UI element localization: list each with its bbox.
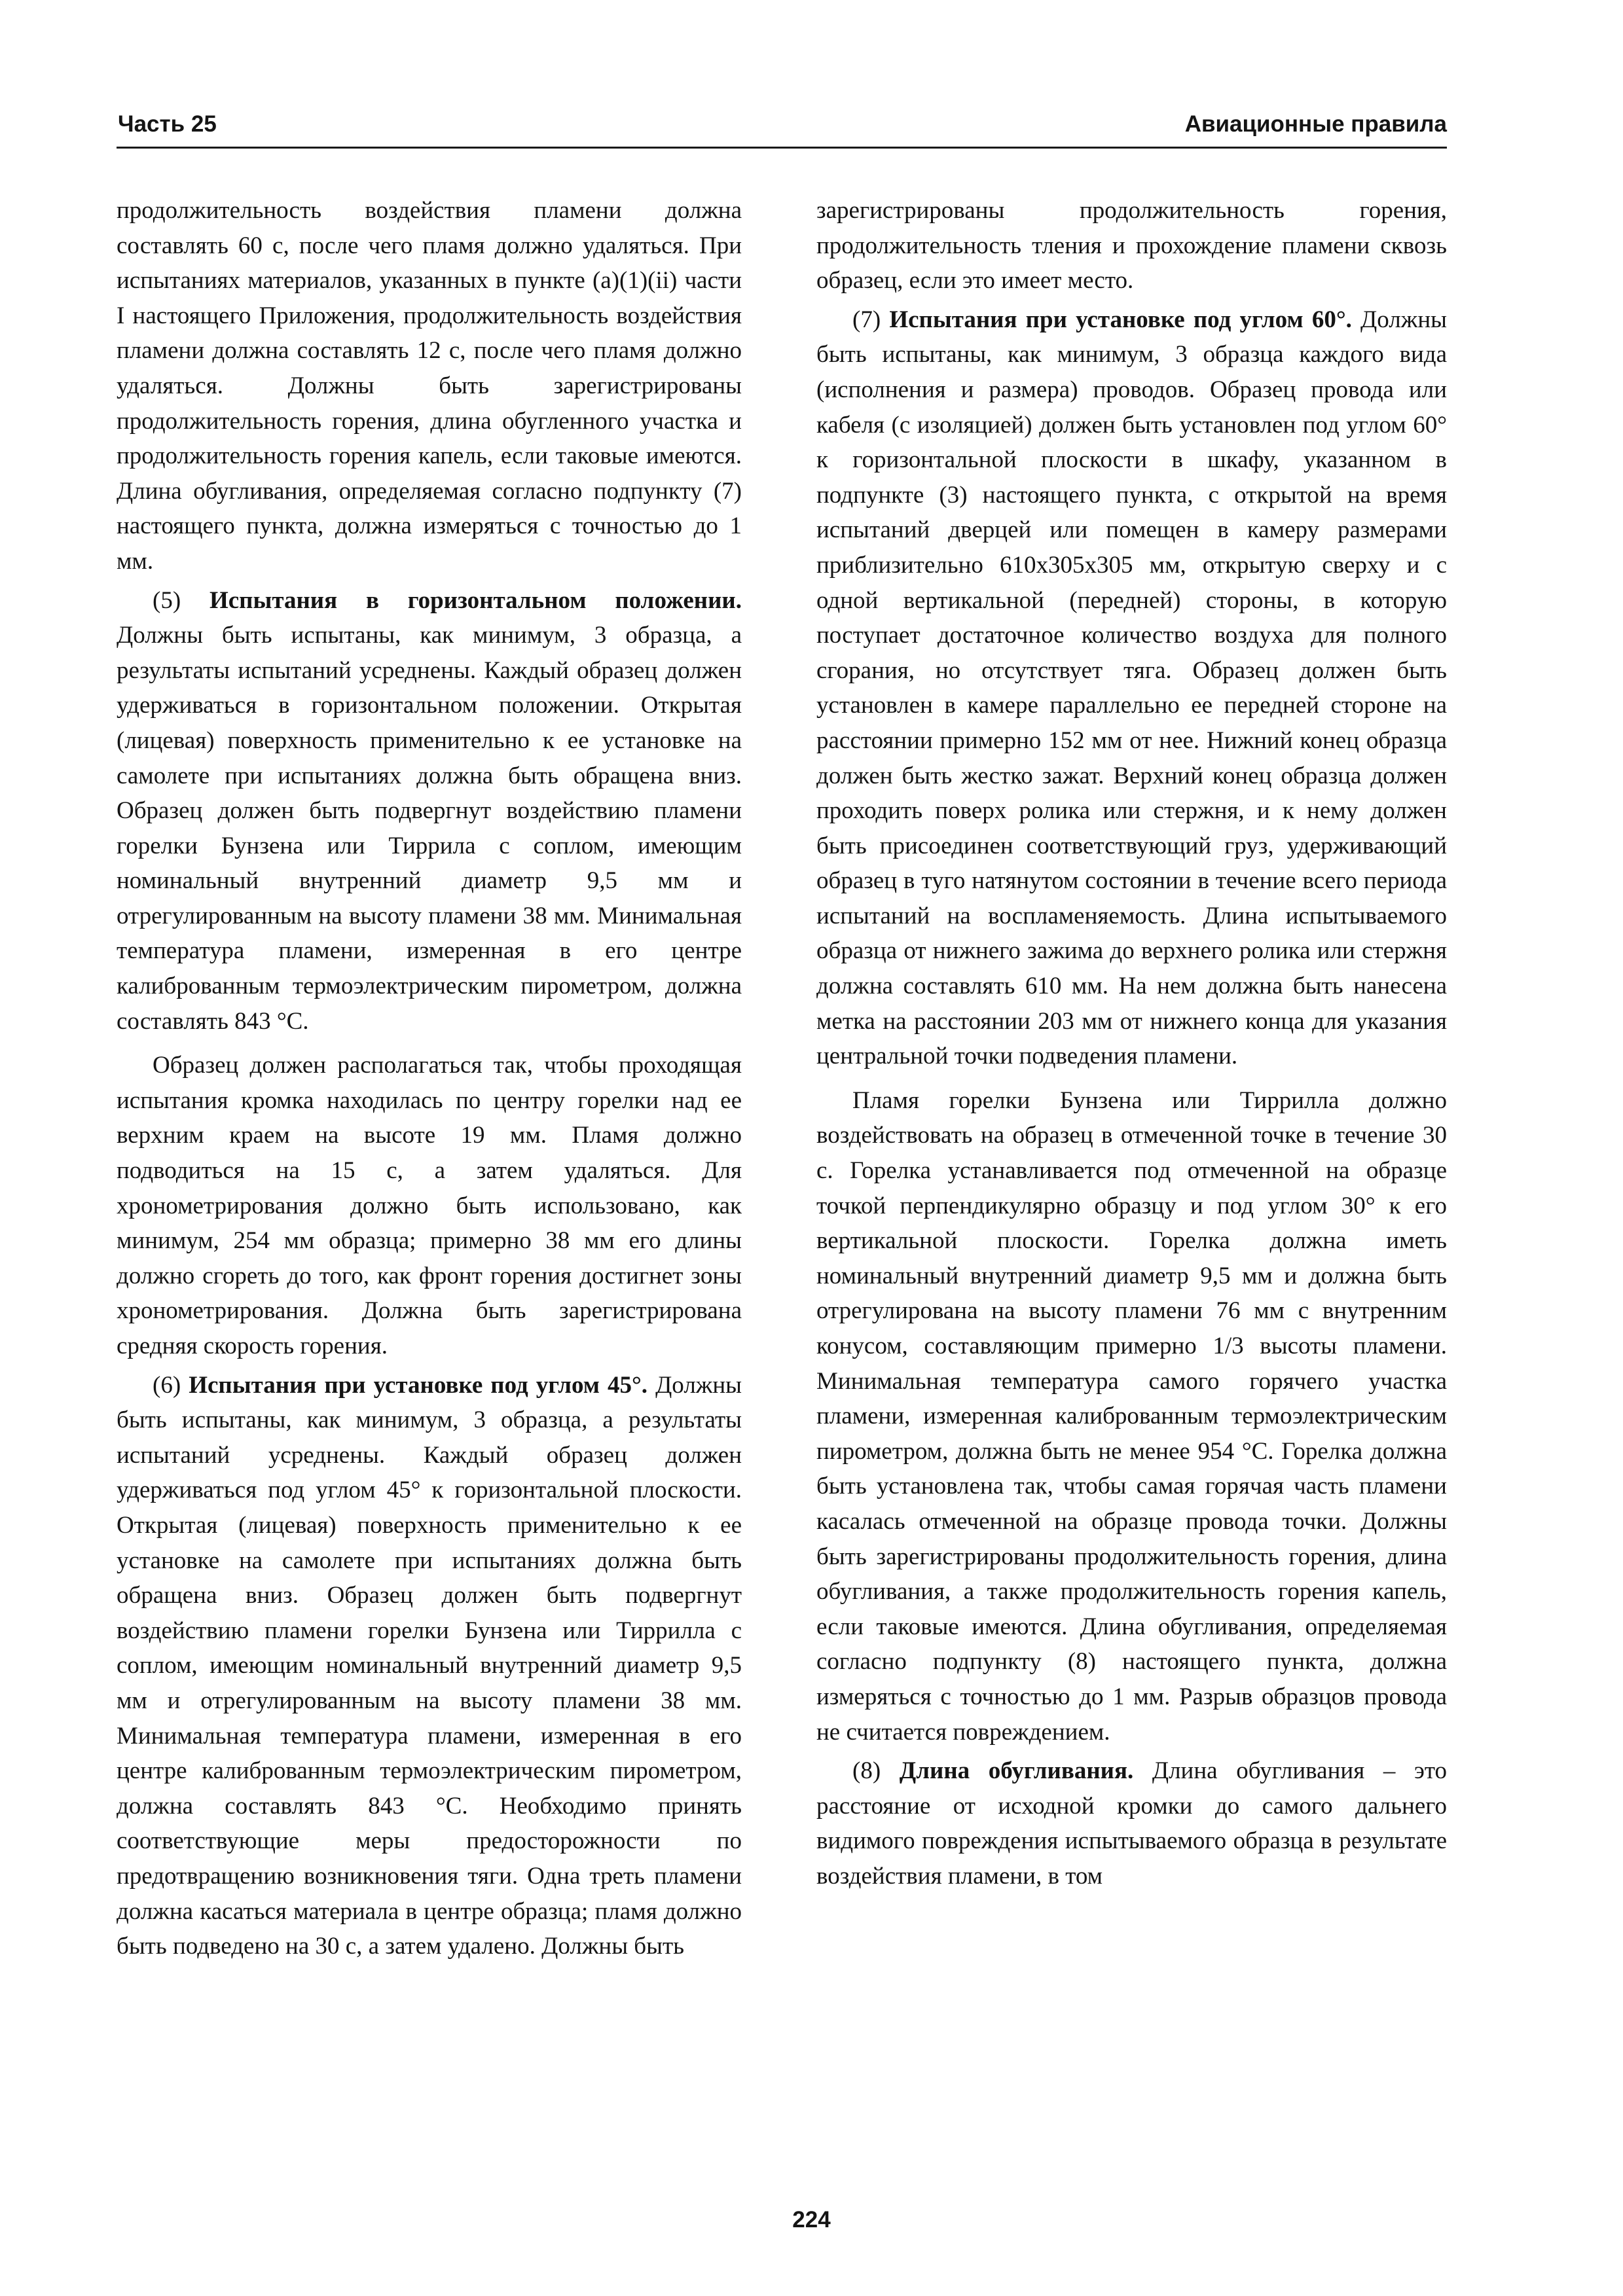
paragraph-specimen-position: Образец должен располагаться так, чтобы проходящая испытания кромка находилась по центру горелки над ее верхним краем на высоте 19 мм. Пламя должно подводиться на 15 с, а затем удаляться. Для хронометрирования должно быть использовано, как минимум, 254 мм образца; примерно 38 мм его длины должно сгореть до того, как фронт горения достигнет зоны хронометрирования. Должна быть зарегистрирована средняя скорость горения.: [117, 1052, 742, 1359]
item-number: (8): [852, 1757, 881, 1785]
left-column: [117, 193, 742, 1968]
section-heading: Испытания в горизонтальном положении.: [209, 586, 742, 614]
running-header: [117, 109, 1447, 149]
paragraph-horizontal-test: [117, 583, 742, 1039]
item-number: (5): [153, 586, 181, 614]
paragraph-continuation: продолжительность воздействия пламени должна составлять 60 с, после чего пламя должно удаляться. При испытаниях материалов, указанных в пункте (a)(1)(ii) части I настоящего Приложения, продолжительность воздействия пламени должна составлять 12 с, после чего пламя должно удаляться. Должны быть зарегистрированы продолжительность горения, длина обугленного участка и продолжительность горения капель, если таковые имеются. Длина обугливания, определяемая согласно подпункту (7) настоящего пункта, должна измеряться с точностью до 1 мм.: [117, 197, 742, 575]
paragraph-burner-flame: Пламя горелки Бунзена или Тиррилла должно воздействовать на образец в отмеченной точке в течение 30 с. Горелка устанавливается под отмеченной на образце точкой перпендикулярно образцу и под углом 30° к его вертикальной плоскости. Горелка должна иметь номинальный внутренний диаметр 9,5 мм и должна быть отрегулирована на высоту пламени 76 мм с внутренним конусом, составляющим примерно 1/3 высоты пламени. Минимальная температура самого горячего участка пламени, измеренная калиброванным термоэлектрическим пирометром, должна быть не менее 954 °С. Горелка должна быть установлена так, чтобы самая горячая часть пламени касалась отмеченной на образце провода точки. Должны быть зарегистрированы продолжительность горения, длина обугливания, а также продолжительность горения капель, если таковые имеются. Длина обугливания, определяемая согласно подпункту (8) настоящего пункта, должна измеряться с точностью до 1 мм. Разрыв образцов провода не считается повреждением.: [816, 1086, 1447, 1746]
item-number: (7): [852, 306, 881, 333]
header-document-title: Авиационные правила: [1184, 111, 1447, 137]
paragraph-burn-length: [816, 1753, 1447, 1893]
page-number: 224: [792, 2207, 831, 2233]
header-part-label: Часть 25: [118, 111, 217, 137]
paragraph-45-degree-test: [117, 1368, 742, 1964]
paragraph-continuation: зарегистрированы продолжительность горения, продолжительность тления и прохождение пламени сквозь образец, если это имеет место.: [816, 197, 1447, 295]
section-heading: Испытания при установке под углом 45°.: [189, 1371, 648, 1399]
item-number: (6): [153, 1371, 181, 1399]
paragraph-60-degree-test: [816, 302, 1447, 1074]
paragraph-text: Должны быть испытаны, как минимум, 3 образца, а результаты испытаний усреднены. Каждый образец должен удерживаться под углом 45° к горизонтальной плоскости. Открытая (лицевая) поверхность применительно к ее установке на самолете при испытаниях должна быть обращена вниз. Образец должен быть подвергнут воздействию пламени горелки Бунзена или Тиррилла с соплом, имеющим номинальный внутренний диаметр 9,5 мм и отрегулированным на высоту пламени 38 мм. Минимальная температура пламени, измеренная в его центре калиброванным термоэлектрическим пирометром, должна составлять 843 °С. Необходимо принять соответствующие меры предосторожности по предотвращению возникновения тяги. Одна треть пламени должна касаться материала в центре образца; пламя должно быть подведено на 30 с, а затем удалено. Должны быть: [117, 1371, 742, 1960]
paragraph-text: Должны быть испытаны, как минимум, 3 образца каждого вида (исполнения и размера) проводов. Образец провода или кабеля (с изоляцией) должен быть установлен под углом 60° к горизонтальной плоскости в шкафу, указанном в подпункте (3) настоящего пункта, с открытой на время испытаний дверцей или помещен в камеру размерами приблизительно 610x305x305 мм, открытую сверху и с одной вертикальной (передней) стороны, в которую поступает достаточное количество воздуха для полного сгорания, но отсутствует тяга. Образец должен быть установлен в камере параллельно ее передней стороне на расстоянии примерно 152 мм от нее. Нижний конец образца должен быть жестко зажат. Верхний конец образца должен проходить поверх ролика или стержня, и к нему должен быть присоединен соответствующий груз, удерживающий образец в туго натянутом состоянии в течение всего периода испытаний на воспламеняемость. Длина испытываемого образца от нижнего зажима до верхнего ролика или стержня должна составлять 610 мм. На нем должна быть нанесена метка на расстоянии 203 мм от нижнего конца для указания центральной точки подведения пламени.: [816, 306, 1447, 1070]
paragraph-text: Должны быть испытаны, как минимум, 3 образца, а результаты испытаний усреднены. Каждый образец должен удерживаться в горизонтальном положении. Открытая (лицевая) поверхность применительно к ее установке на самолете при испытаниях должна быть обращена вниз. Образец должен быть подвергнут воздействию пламени горелки Бунзена или Тиррила с соплом, имеющим номинальный внутренний диаметр 9,5 мм и отрегулированным на высоту пламени 38 мм. Минимальная температура пламени, измеренная в его центре калиброванным термоэлектрическим пирометром, должна составлять 843 °С.: [117, 622, 742, 1035]
paragraph-text: Длина обугливания – это расстояние от исходной кромки до самого дальнего видимого повреждения испытываемого образца в результате воздействия пламени, в том: [816, 1757, 1448, 1890]
right-column: [816, 193, 1447, 1898]
section-heading: Длина обугливания.: [899, 1757, 1134, 1785]
section-heading: Испытания при установке под углом 60°.: [889, 306, 1352, 333]
